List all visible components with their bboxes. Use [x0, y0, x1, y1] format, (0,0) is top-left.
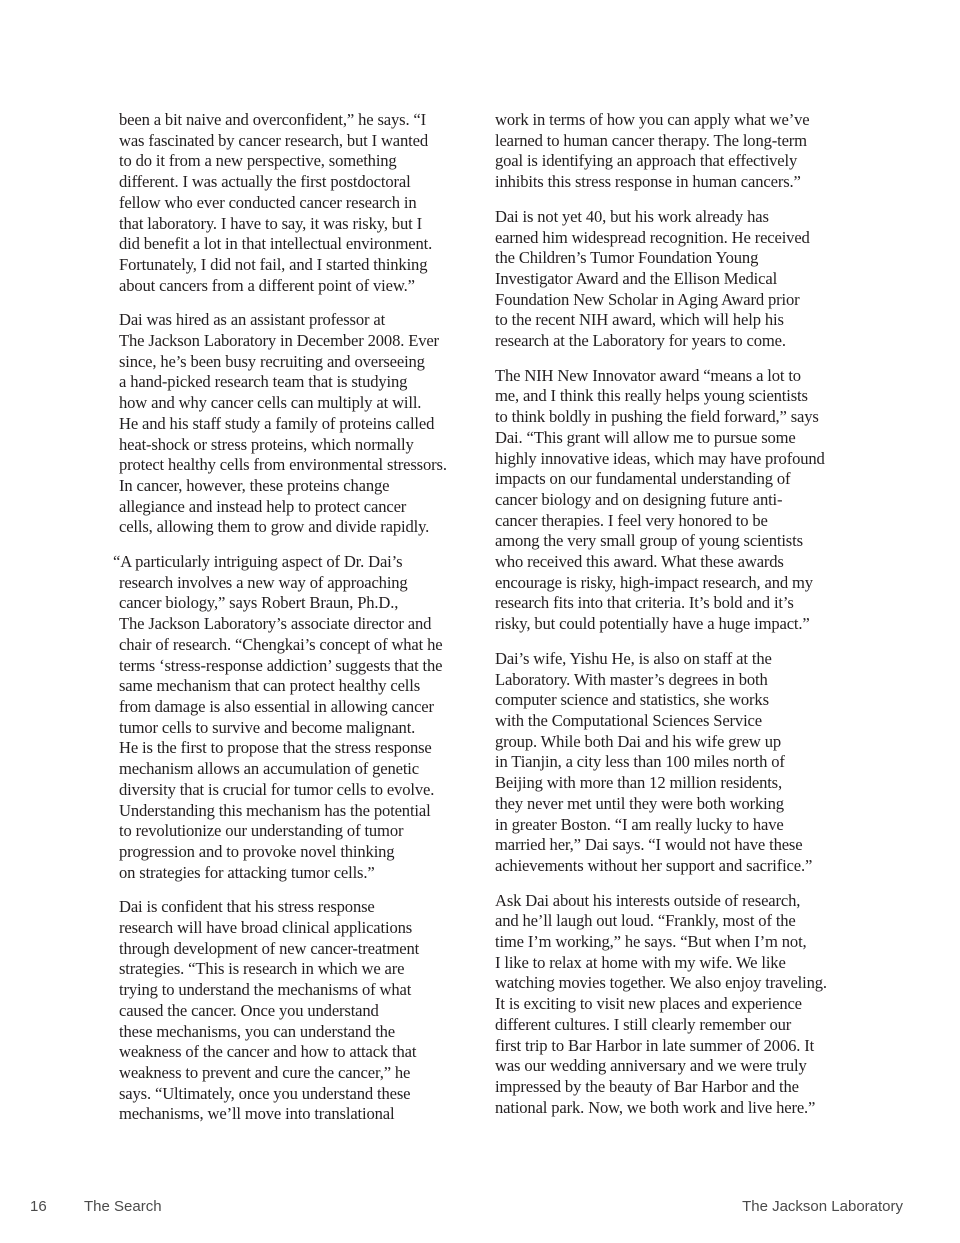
right-column — [495, 110, 847, 1132]
paragraph: Ask Dai about his interests outside of research, and he’ll laugh out loud. “Frankly, most of the time I’m working,” he says. “But when I’m not, I like to relax at home with my wife. We like watching movies together. We also enjoy traveling. It is exciting to visit new places and experience different cultures. I still clearly remember our first trip to Bar Harbor in late summer of 2006. It was our wedding anniversary and we were truly impressed by the beauty of Bar Harbor and the national park. Now, we both work and live here.” — [495, 890, 827, 1117]
left-column — [113, 110, 473, 1139]
publication-name: The Search — [84, 1198, 162, 1215]
paragraph: Dai was hired as an assistant professor at The Jackson Laboratory in December 2008. Ever since, he’s been busy recruiting and overseeing a hand-picked research team that is studying how and why cancer cells can multiply at will. He and his staff study a family of proteins called heat-shock or stress proteins, which normally protect healthy cells from environmental stressors. In cancer, however, these proteins change allegiance and instead help to protect cancer cells, allowing them to grow and divide rapidly. — [119, 310, 447, 537]
page-number: 16 — [30, 1198, 47, 1215]
paragraph: been a bit naive and overconfident,” he says. “I was fascinated by cancer research, but I wanted to do it from a new perspective, something different. I was actually the first postdoctoral fellow who ever conducted cancer research in that laboratory. I have to say, it was risky, but I did benefit a lot in that intellectual environment. Fortunately, I did not fail, and I started thinking about cancers from a different point of view.” — [119, 110, 433, 295]
organization-name: The Jackson Laboratory — [742, 1198, 903, 1215]
paragraph: Dai’s wife, Yishu He, is also on staff at the Laboratory. With master’s degrees in both computer science and statistics, she works with the Computational Sciences Service group. While both Dai and his wife grew up in Tianjin, a city less than 100 miles north of Beijing with more than 12 million residents, they never met until they were both working in greater Boston. “I am really lucky to have married her,” Dai says. “I would not have these achievements without her support and sacrifice.” — [495, 648, 813, 875]
paragraph: work in terms of how you can apply what we’ve learned to human cancer therapy. The long-term goal is identifying an approach that effectively inhibits this stress response in human cancers.” — [495, 110, 810, 192]
paragraph: Dai is not yet 40, but his work already has earned him widespread recognition. He received the Children’s Tumor Foundation Young Investigator Award and the Ellison Medical Foundation New Scholar in Aging Award prior to the recent NIH award, which will help his research at the Laboratory for years to come. — [495, 206, 810, 351]
paragraph-quote: “A particularly intriguing aspect of Dr. Dai’s research involves a new way of approaching cancer biology,” says Robert Braun, Ph.D., The Jackson Laboratory’s associate director and chair of research. “Chengkai’s concept of what he terms ‘stress-response addiction’ suggests that the same mechanism that can protect healthy cells from damage is also essential in allowing cancer tumor cells to survive and become malignant. He is the first to propose that the stress response mechanism allows an accumulation of genetic diversity that is crucial for tumor cells to evolve. Understanding this mechanism has the potential to revolutionize our understanding of tumor progression and to provoke novel thinking on strategies for attacking tumor cells.” — [113, 552, 443, 882]
paragraph: The NIH New Innovator award “means a lot to me, and I think this really helps young scientists to think boldly in pushing the field forward,” says Dai. “This grant will allow me to pursue some highly innovative ideas, which may have profound impacts on our fundamental understanding of cancer biology and on designing future anti- cancer therapies. I feel very honored to be among the very small group of young scientists who received this award. What these awards encourage is risky, high-impact research, and my research fits into that criteria. It’s bold and it’s risky, but could potentially have a huge impact.” — [495, 365, 825, 634]
paragraph: Dai is confident that his stress response research will have broad clinical applications through development of new cancer-treatment strategies. “This is research in which we are trying to understand the mechanisms of what caused the cancer. Once you understand these mechanisms, you can understand the weakness of the cancer and how to attack that weakness to prevent and cure the cancer,” he says. “Ultimately, once you understand these mechanisms, we’ll move into translational — [119, 897, 420, 1124]
